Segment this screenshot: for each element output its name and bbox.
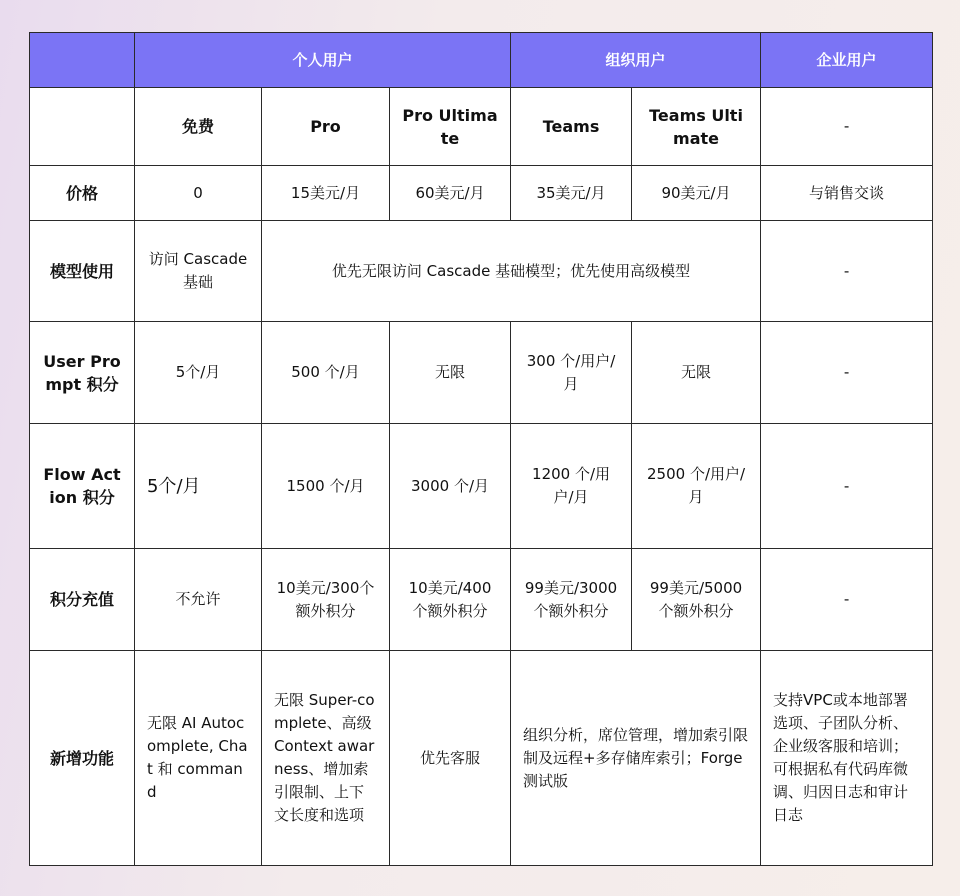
group-header-row (30, 33, 933, 88)
row-label: 价格 (30, 166, 135, 221)
cell: 90美元/月 (632, 166, 761, 221)
cell: 10美元/400个额外积分 (390, 549, 511, 651)
cell: 与销售交谈 (761, 166, 933, 221)
plan-teams-ultimate: Teams Ultimate (632, 88, 761, 166)
plan-free: 免费 (135, 88, 262, 166)
cell: - (761, 549, 933, 651)
group-enterprise: 企业用户 (761, 33, 933, 88)
cell: 99美元/3000个额外积分 (511, 549, 632, 651)
corner-cell-2 (30, 88, 135, 166)
features-row (30, 651, 933, 866)
cell: 无限 (390, 322, 511, 424)
price-row (30, 166, 933, 221)
cell: - (761, 322, 933, 424)
cell: 不允许 (135, 549, 262, 651)
plan-pro-ultimate: Pro Ultimate (390, 88, 511, 166)
cell: 0 (135, 166, 262, 221)
cell: 15美元/月 (262, 166, 390, 221)
cell: 35美元/月 (511, 166, 632, 221)
prompt-row (30, 322, 933, 424)
row-label: 积分充值 (30, 549, 135, 651)
row-label: 新增功能 (30, 651, 135, 866)
plan-enterprise: - (761, 88, 933, 166)
cell: 无限 AI Autocomplete, Chat 和 command (135, 651, 262, 866)
cell: 组织分析，席位管理，增加索引限制及远程+多存储库索引；Forge 测试版 (511, 651, 761, 866)
cell: 优先无限访问 Cascade 基础模型；优先使用高级模型 (262, 221, 761, 322)
corner-cell (30, 33, 135, 88)
cell: 3000 个/月 (390, 424, 511, 549)
cell: 500 个/月 (262, 322, 390, 424)
cell: 10美元/300个额外积分 (262, 549, 390, 651)
cell: 1500 个/月 (262, 424, 390, 549)
cell: 60美元/月 (390, 166, 511, 221)
plan-header-row (30, 88, 933, 166)
pricing-table (29, 32, 933, 866)
cell: - (761, 221, 933, 322)
cell: 5个/月 (135, 424, 262, 549)
group-org: 组织用户 (511, 33, 761, 88)
cell: 99美元/5000个额外积分 (632, 549, 761, 651)
group-personal: 个人用户 (135, 33, 511, 88)
row-label: 模型使用 (30, 221, 135, 322)
cell: 支持VPC或本地部署选项、子团队分析、企业级客服和培训；可根据私有代码库微调、归因日志和审计日志 (761, 651, 933, 866)
topup-row (30, 549, 933, 651)
plan-teams: Teams (511, 88, 632, 166)
row-label: Flow Action 积分 (30, 424, 135, 549)
cell: 5个/月 (135, 322, 262, 424)
cell: - (761, 424, 933, 549)
cell: 访问 Cascade 基础 (135, 221, 262, 322)
cell: 无限 (632, 322, 761, 424)
cell: 无限 Super-complete、高级 Context awarness、增加索引限制、上下文长度和选项 (262, 651, 390, 866)
flow-row (30, 424, 933, 549)
plan-pro: Pro (262, 88, 390, 166)
model-row (30, 221, 933, 322)
cell: 优先客服 (390, 651, 511, 866)
cell: 300 个/用户/月 (511, 322, 632, 424)
cell: 1200 个/用户/月 (511, 424, 632, 549)
row-label: User Prompt 积分 (30, 322, 135, 424)
cell: 2500 个/用户/月 (632, 424, 761, 549)
